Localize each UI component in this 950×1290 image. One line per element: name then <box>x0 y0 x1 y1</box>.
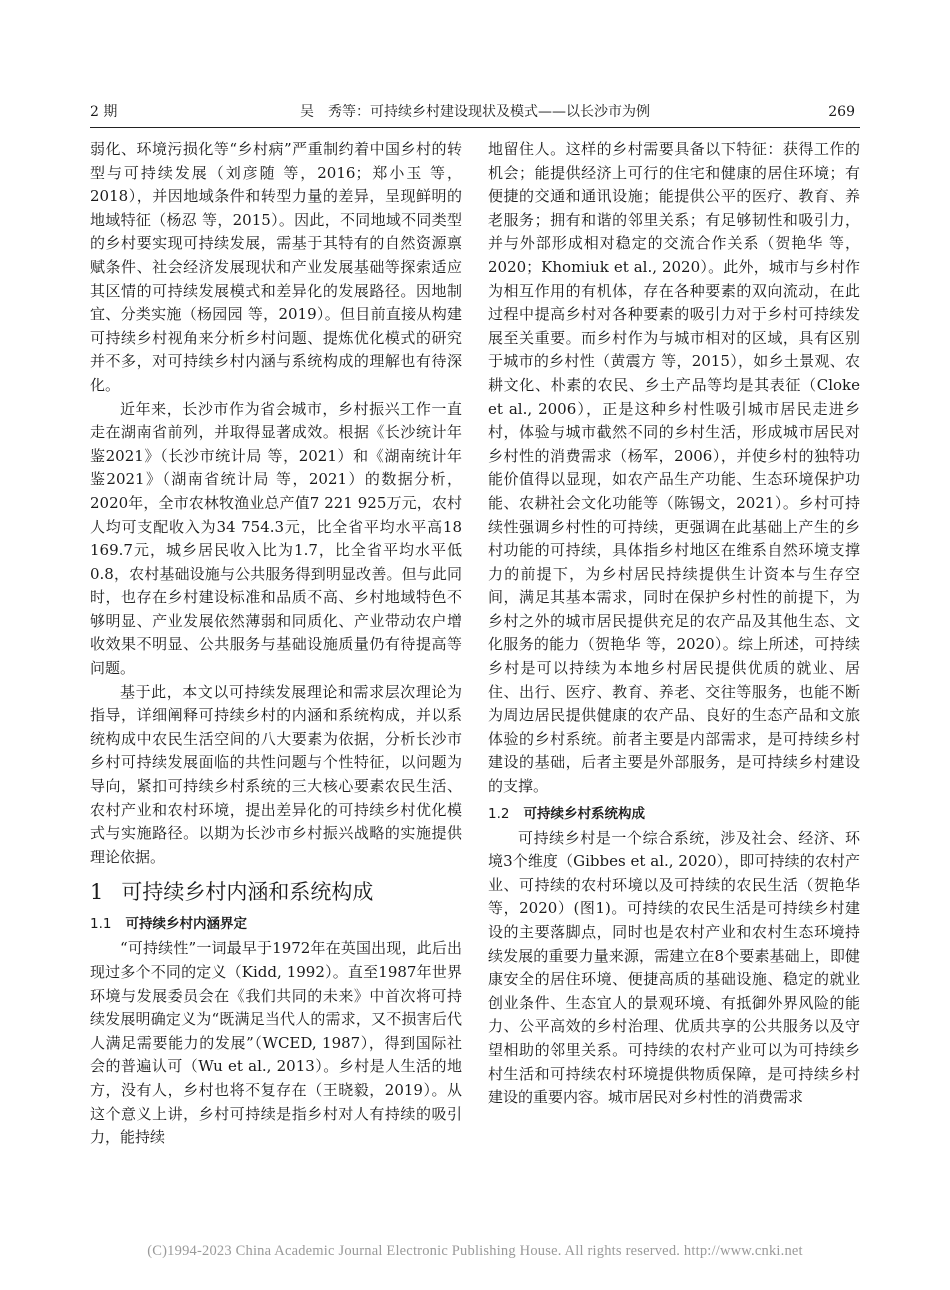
section-title: 可持续乡村内涵和系统构成 <box>121 880 374 905</box>
paragraph: 地留住人。这样的乡村需要具备以下特征：获得工作的机会；能提供经济上可行的住宅和健康的居住环境；有便捷的交通和通讯设施；能提供公平的医疗、教育、养老服务；拥有和谐的邻里关系；有足够韧性和吸引力，并与外部形成相对稳定的交流合作关系（贺艳华 等，2020；Khomiuk et al., 2020）。此外，城市与乡村作为相互作用的有机体，存在各种要素的双向流动，在此过程中提高乡村对各种要素的吸引力对于乡村可持续发展至关重要。而乡村作为与城市相对的区域，具有区别于城市的乡村性（黄震方 等，2015），如乡土景观、农耕文化、朴素的农民、乡土产品等均是其表征（Cloke et al., 2006），正是这种乡村性吸引城市居民走进乡村，体验与城市截然不同的乡村生活，形成城市居民对乡村性的消费需求（杨军，2006），并使乡村的独特功能价值得以显现，如农产品生产功能、生态环境保护功能、农耕社会文化功能等（陈锡文，2021）。乡村可持续性强调乡村性的可持续，更强调在此基础上产生的乡村功能的可持续，具体指乡村地区在维系自然环境支撑力的前提下，为乡村居民持续提供生计资本与生存空间，满足其基本需求，同时在保护乡村性的前提下，为乡村之外的城市居民提供充足的农产品及其他生态、文化服务的能力（贺艳华 等，2020）。综上所述，可持续乡村是可以持续为本地乡村居民提供优质的就业、居住、出行、医疗、教育、养老、交往等服务，也能不断为周边居民提供健康的农产品、良好的生态产品和文旅体验的乡村系统。前者主要是内部需求，是可持续乡村建设的基础，后者主要是外部服务，是可持续乡村建设的支撑。 <box>488 140 860 796</box>
subsection-heading <box>90 913 462 935</box>
subsection-number: 1.1 <box>90 916 112 933</box>
section-heading <box>90 877 462 907</box>
right-column <box>488 138 860 1110</box>
paragraph: “可持续性”一词最早于1972年在英国出现，此后出现过多个不同的定义（Kidd, 1992）。直至1987年世界环境与发展委员会在《我们共同的未来》中首次将可持续发展明确定义为“既满足当代人的需求，又不损害后代人满足需要能力的发展”（WCED, 1987），得到国际社会的普遍认可（Wu et al., 2013）。乡村是人生活的地方，没有人，乡村也将不复存在（王晓毅，2019）。从这个意义上讲，乡村可持续是指乡村对人有持续的吸引力，能持续 <box>90 939 462 1147</box>
left-column <box>90 138 462 1150</box>
paragraph: 可持续乡村是一个综合系统，涉及社会、经济、环境3个维度（Gibbes et al., 2020），即可持续的农村产业、可持续的农村环境以及可持续的农民生活（贺艳华 等，2020）(图1)。可持续的农民生活是可持续乡村建设的主要落脚点，同时也是农村产业和农村生态环境持续发展的重要力量来源，需建立在8个要素基础上，即健康安全的居住环境、便捷高质的基础设施、稳定的就业创业条件、生态宜人的景观环境、有抵御外界风险的能力、公平高效的乡村治理、优质共享的公共服务以及守望相助的邻里关系。可持续的农村产业可以为可持续乡村生活和可持续农村环境提供物质保障，是可持续乡村建设的重要内容。城市居民对乡村性的消费需求 <box>488 828 860 1107</box>
copyright-footer: (C)1994-2023 China Academic Journal Electronic Publishing House. All rights reserved. http://www.cnki.net <box>147 1243 803 1259</box>
subsection-number: 1.2 <box>488 805 510 822</box>
header-rule <box>90 127 860 128</box>
subsection-title: 可持续乡村内涵界定 <box>125 916 247 933</box>
page-number: 269 <box>828 104 855 120</box>
subsection-title: 可持续乡村系统构成 <box>523 805 645 822</box>
paragraph: 近年来，长沙市作为省会城市，乡村振兴工作一直走在湖南省前列，并取得显著成效。根据《长沙统计年鉴2021》（长沙市统计局 等，2021）和《湖南统计年鉴2021》（湖南省统计局 等，2021）的数据分析，2020年，全市农林牧渔业总产值7 221 925万元，农村人均可支配收入为34 754.3元，比全省平均水平高18 169.7元，城乡居民收入比为1.7，比全省平均水平低0.8，农村基础设施与公共服务得到明显改善。但与此同时，也存在乡村建设标准和品质不高、乡村地域特色不够明显、产业发展依然薄弱和同质化、产业带动农户增收效果不明显、公共服务与基础设施质量仍有待提高等问题。 <box>90 399 462 678</box>
paragraph: 基于此，本文以可持续发展理论和需求层次理论为指导，详细阐释可持续乡村的内涵和系统构成，并以系统构成中农民生活空间的八大要素为依据，分析长沙市乡村可持续发展面临的共性问题与个性特征，以问题为导向，紧扣可持续乡村系统的三大核心要素农民生活、农村产业和农村环境，提出差异化的可持续乡村优化模式与实施路径。以期为长沙市乡村振兴战略的实施提供理论依据。 <box>90 682 462 866</box>
subsection-heading <box>488 803 860 825</box>
section-number: 1 <box>90 880 104 905</box>
header-issue: 2 期 <box>90 104 118 120</box>
paragraph: 弱化、环境污损化等“乡村病”严重制约着中国乡村的转型与可持续发展（刘彦随 等，2016；郑小玉 等，2018），并因地域条件和转型力量的差异，呈现鲜明的地域特征（杨忍 等，2015）。因此，不同地域不同类型的乡村要实现可持续发展，需基于其特有的自然资源禀赋条件、社会经济发展现状和产业发展基础等探索适应其区情的可持续发展模式和差异化的发展路径。因地制宜、分类实施（杨园园 等，2019）。但目前直接从构建可持续乡村视角来分析乡村问题、提炼优化模式的研究并不多，对可持续乡村内涵与系统构成的理解也有待深化。 <box>90 140 462 394</box>
running-title: 吴 秀等：可持续乡村建设现状及模式——以长沙市为例 <box>300 104 650 120</box>
